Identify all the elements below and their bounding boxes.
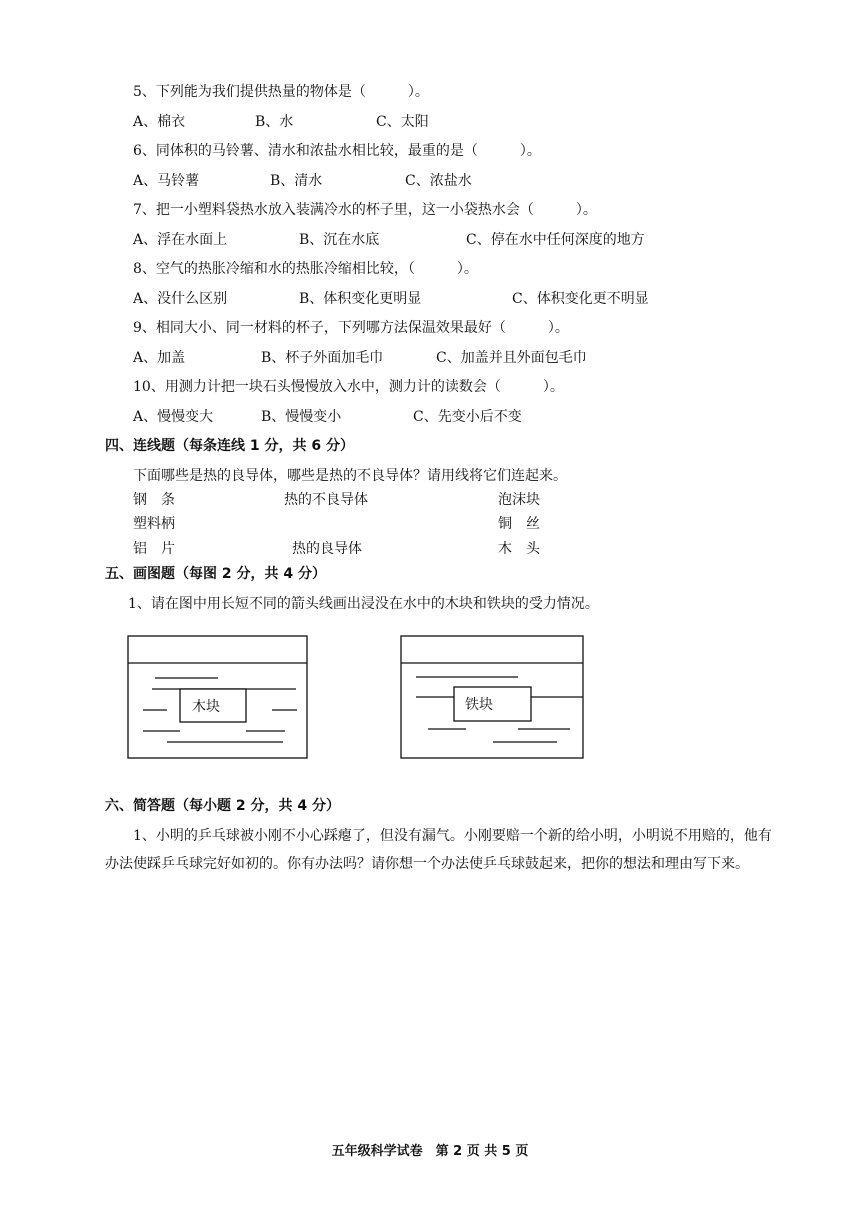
section-5-instruction: 1、请在图中用长短不同的箭头线画出浸没在水中的木块和铁块的受力情况。 <box>128 596 599 612</box>
section-5-heading: 五、画图题（每图 2 分，共 4 分） <box>105 566 326 582</box>
question-7-stem: 7、把一小塑料袋热水放入装满冷水的杯子里，这一小袋热水会（ ）。 <box>133 202 597 218</box>
section-6-heading: 六、简答题（每小题 2 分，共 4 分） <box>105 798 340 814</box>
question-10-option-a: A、慢慢变大 <box>133 409 214 425</box>
question-6-stem: 6、同体积的马铃薯、清水和浓盐水相比较，最重的是（ ）。 <box>133 143 541 159</box>
section-4-instruction: 下面哪些是热的良导体，哪些是热的不良导体？请用线将它们连起来。 <box>133 468 567 484</box>
question-8-option-a: A、没什么区别 <box>133 291 228 307</box>
matching-right-item: 泡沫块 <box>498 492 540 508</box>
question-7-option-a: A、浮在水面上 <box>133 232 228 248</box>
matching-left-item: 钢 条 <box>133 492 175 508</box>
question-6-option-b: B、清水 <box>270 173 323 189</box>
section-4-heading: 四、连线题（每条连线 1 分，共 6 分） <box>105 438 354 454</box>
wooden-block-label: 木块 <box>192 699 220 715</box>
question-10-stem: 10、用测力计把一块石头慢慢放入水中，测力计的读数会（ ）。 <box>133 379 564 395</box>
question-6-option-a: A、马铃薯 <box>133 173 200 189</box>
iron-block-label: 铁块 <box>465 697 493 713</box>
page-footer: 五年级科学试卷 第 2 页 共 5 页 <box>331 1144 529 1159</box>
section-6-question: 1、小明的乒乓球被小刚不小心踩瘪了，但没有漏气。小刚要赔一个新的给小明，小明说不用赔的，他有办法使踩乒乓球完好如初的。你有办法吗？请你想一个办法使乒乓球鼓起来，把你的想法和理由写下来。 <box>105 828 772 872</box>
question-9-option-b: B、杯子外面加毛巾 <box>261 350 384 366</box>
matching-right-item: 木 头 <box>498 541 540 557</box>
question-10-option-b: B、慢慢变小 <box>261 409 342 425</box>
question-9-option-c: C、加盖并且外面包毛巾 <box>436 350 587 366</box>
matching-left-item: 塑料柄 <box>133 516 175 532</box>
question-8-stem: 8、空气的热胀冷缩和水的热胀冷缩相比较，（ ）。 <box>133 261 478 277</box>
question-7-option-c: C、停在水中任何深度的地方 <box>466 232 645 248</box>
question-5-option-c: C、太阳 <box>376 114 429 130</box>
question-7-option-b: B、沉在水底 <box>299 232 380 248</box>
question-5-option-b: B、水 <box>255 114 294 130</box>
question-5-option-a: A、棉衣 <box>133 114 186 130</box>
question-6-option-c: C、浓盐水 <box>405 173 472 189</box>
matching-left-item: 铝 片 <box>133 541 175 557</box>
question-9-option-a: A、加盖 <box>133 350 186 366</box>
question-10-option-c: C、先变小后不变 <box>413 409 522 425</box>
matching-middle-item: 热的良导体 <box>292 541 362 557</box>
question-8-option-c: C、体积变化更不明显 <box>512 291 649 307</box>
question-9-stem: 9、相同大小、同一材料的杯子，下列哪方法保温效果最好（ ）。 <box>133 320 569 336</box>
matching-right-item: 铜 丝 <box>498 516 540 532</box>
matching-middle-item: 热的不良导体 <box>284 492 368 508</box>
question-8-option-b: B、体积变化更明显 <box>299 291 422 307</box>
question-5-stem: 5、下列能为我们提供热量的物体是（ ）。 <box>133 84 429 100</box>
